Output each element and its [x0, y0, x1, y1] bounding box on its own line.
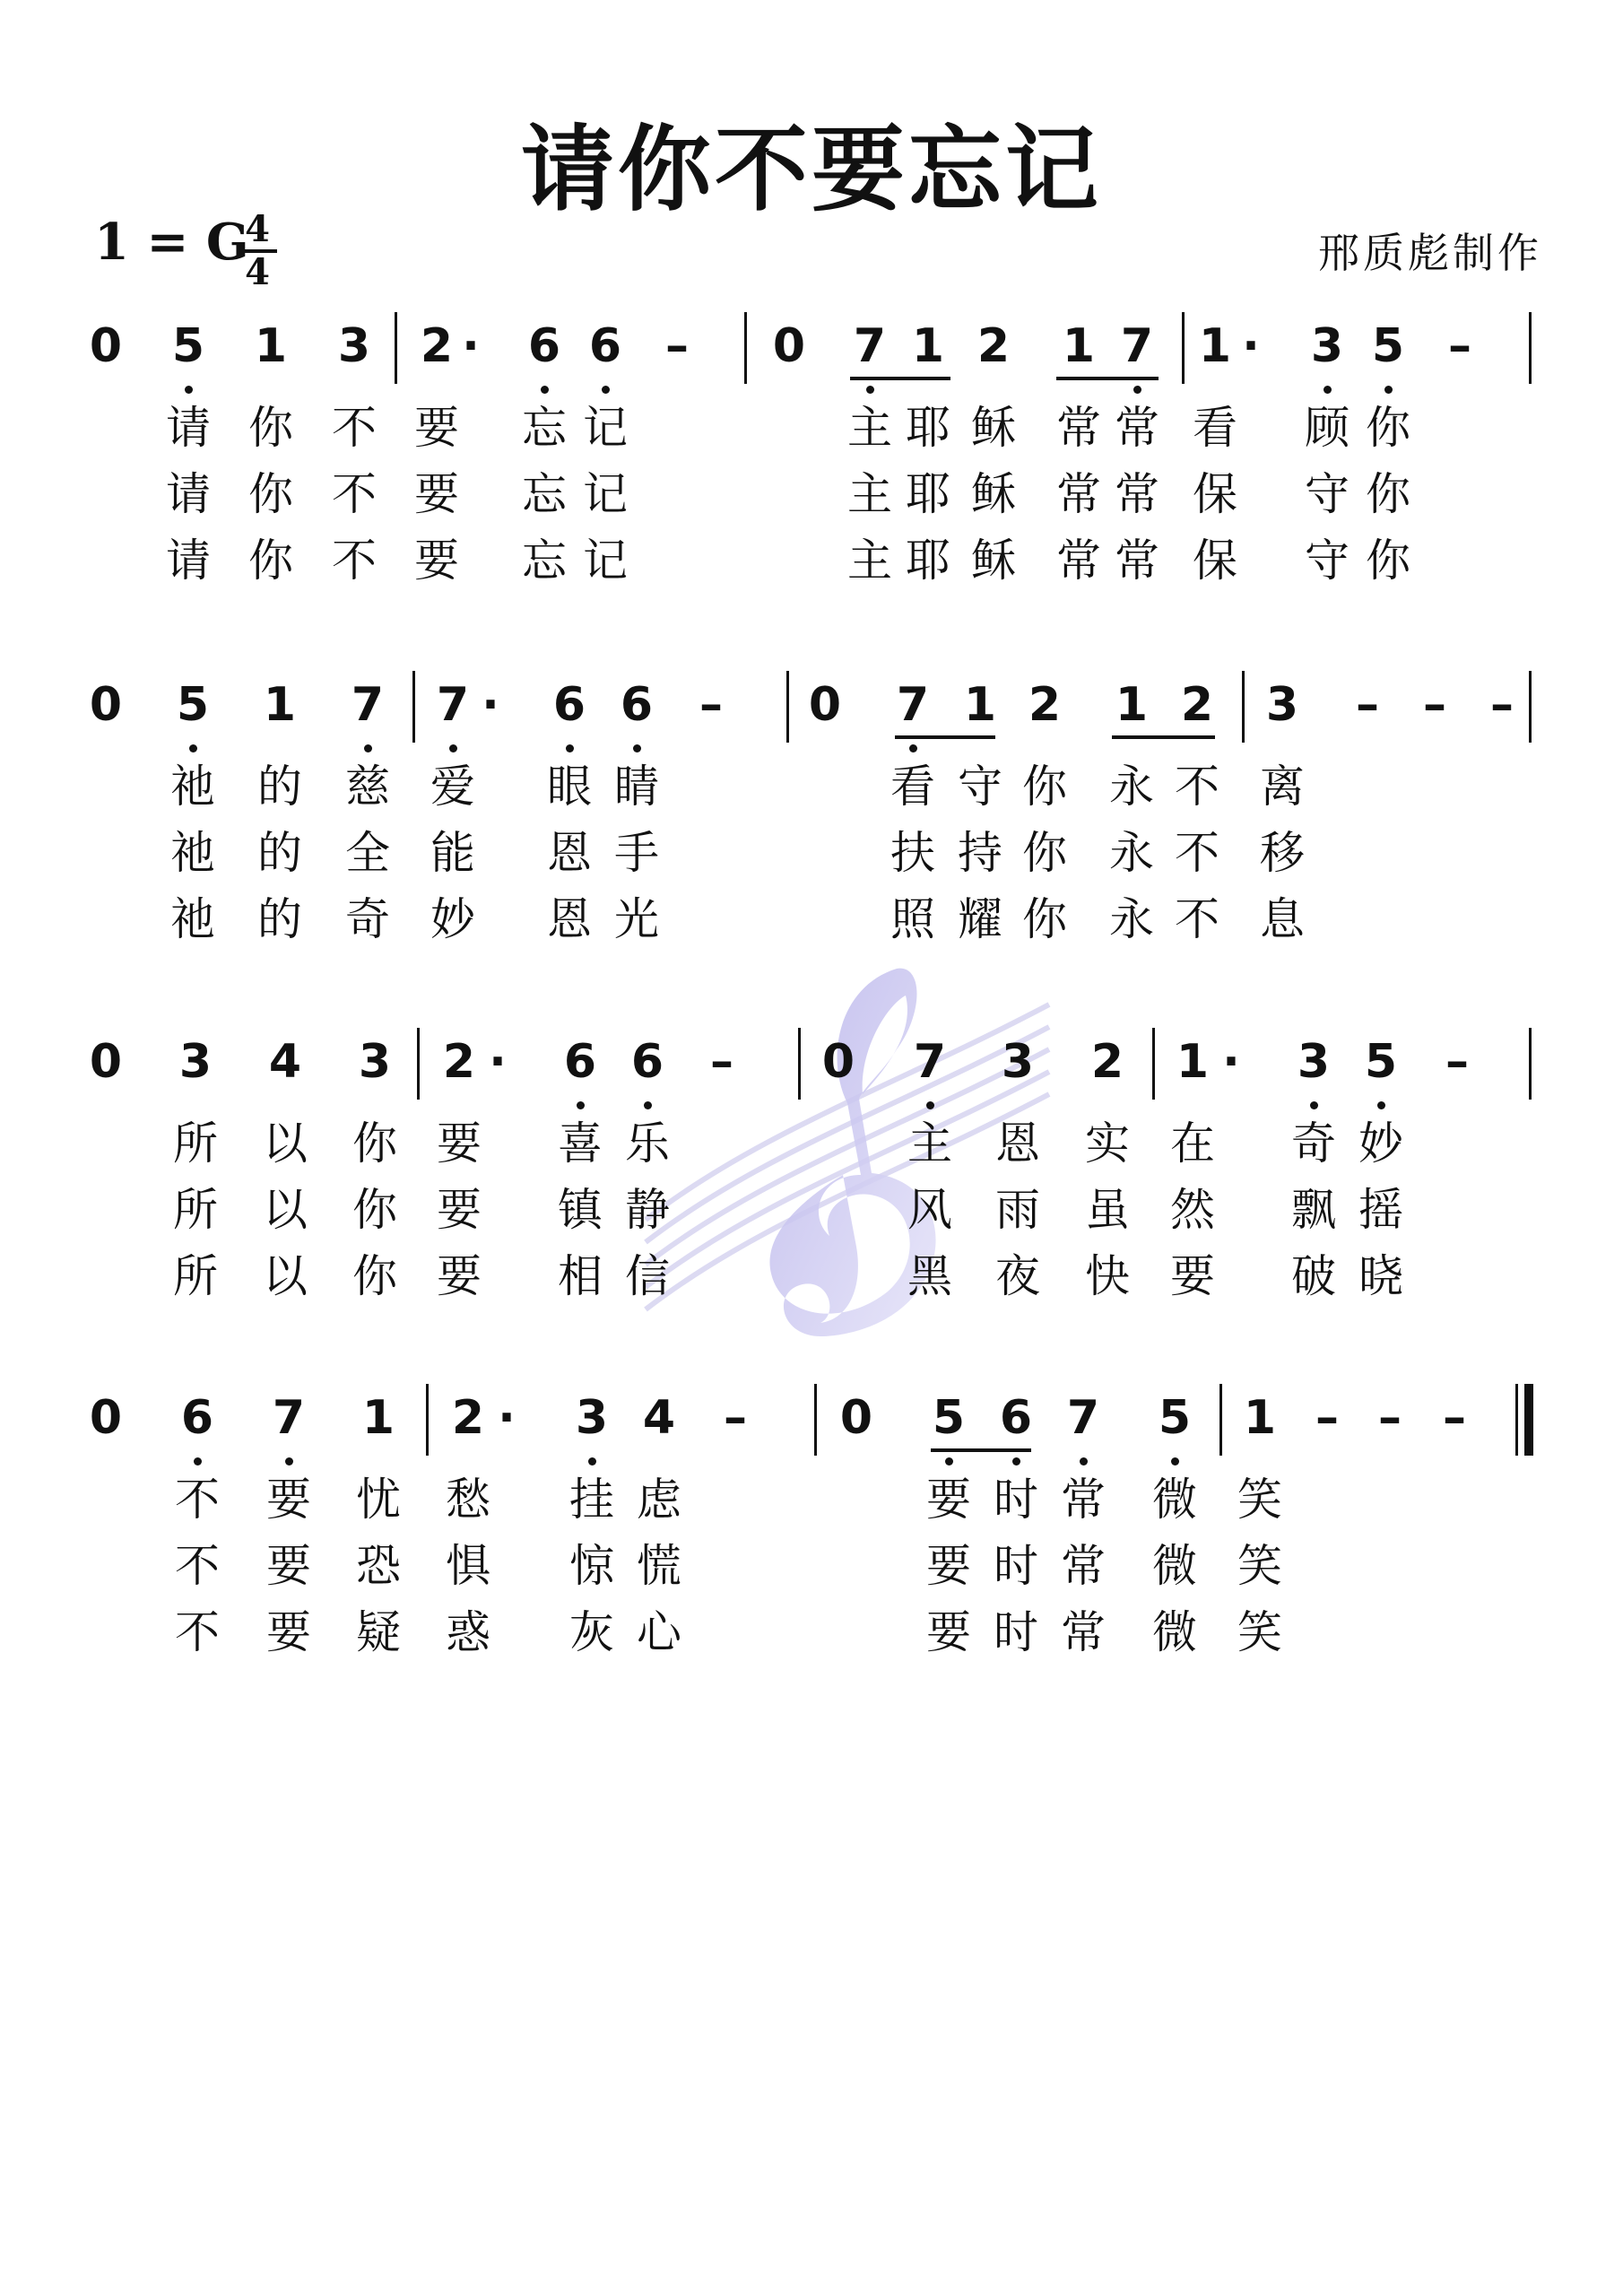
- lyric-char: 微: [1152, 1540, 1197, 1592]
- lyric-char: 不: [1175, 761, 1219, 813]
- beam-underline: [931, 1448, 1031, 1452]
- lyric-char: 镇: [558, 1184, 603, 1236]
- lyric-char: 常: [1061, 1474, 1106, 1526]
- lyric-char: 睛: [614, 761, 659, 813]
- lyric-char: 常: [1056, 535, 1101, 587]
- lyric-char: 耶: [906, 535, 950, 587]
- lyric-char: 挂: [569, 1474, 614, 1526]
- note: 5: [1364, 1035, 1398, 1089]
- note: 7: [1066, 1391, 1100, 1445]
- lyric-char: 要: [414, 535, 459, 587]
- note: 1: [361, 1391, 395, 1445]
- lyric-char: 喜: [558, 1118, 603, 1170]
- treble-clef-icon: [628, 951, 1058, 1363]
- note: 7: [896, 678, 930, 732]
- low-octave-dot: [449, 744, 457, 752]
- low-octave-dot: [945, 1457, 953, 1465]
- lyric-char: 记: [583, 402, 628, 454]
- lyric-char: 不: [1175, 893, 1219, 945]
- lyric-char: 要: [437, 1184, 482, 1236]
- low-octave-dot: [189, 744, 197, 752]
- lyric-char: 要: [1170, 1250, 1215, 1302]
- lyric-char: 你: [1366, 402, 1410, 454]
- low-octave-dot: [1012, 1457, 1020, 1465]
- note: 7: [913, 1035, 947, 1089]
- low-octave-dot: [577, 1101, 585, 1109]
- lyric-char: 的: [257, 893, 302, 945]
- note: 5: [932, 1391, 966, 1445]
- note: –: [1443, 1391, 1466, 1445]
- lyric-char: 你: [352, 1118, 397, 1170]
- lyric-char: 笑: [1237, 1540, 1282, 1592]
- note: 3: [358, 1035, 392, 1089]
- note: –: [724, 1391, 747, 1445]
- low-octave-dot: [185, 386, 193, 394]
- low-octave-dot: [602, 386, 610, 394]
- beam-underline: [850, 377, 950, 380]
- lyric-char: 稣: [971, 468, 1016, 520]
- low-octave-dot: [1080, 1457, 1088, 1465]
- barline: [786, 671, 789, 743]
- lyric-char: 你: [1022, 761, 1067, 813]
- note: –: [1315, 1391, 1339, 1445]
- beam-underline: [895, 735, 995, 739]
- lyric-char: 移: [1260, 827, 1305, 879]
- lyric-char: 要: [266, 1474, 311, 1526]
- lyric-char: 所: [173, 1184, 218, 1236]
- lyric-char: 保: [1193, 535, 1237, 587]
- lyric-char: 惑: [446, 1606, 490, 1658]
- low-octave-dot: [285, 1457, 293, 1465]
- note: 3: [1001, 1035, 1035, 1089]
- barline: [426, 1384, 429, 1456]
- lyric-char: 请: [166, 535, 211, 587]
- lyric-char: 风: [907, 1184, 952, 1236]
- lyric-char: 祂: [170, 827, 215, 879]
- lyric-char: 所: [173, 1118, 218, 1170]
- lyric-char: 守: [958, 761, 1002, 813]
- lyric-char: 时: [994, 1474, 1038, 1526]
- low-octave-dot: [1384, 386, 1393, 394]
- lyric-char: 常: [1115, 535, 1159, 587]
- lyric-char: 恩: [995, 1118, 1040, 1170]
- note: 7: [272, 1391, 306, 1445]
- lyric-char: 要: [266, 1540, 311, 1592]
- lyric-char: 不: [1175, 827, 1219, 879]
- note: –: [1423, 678, 1446, 732]
- lyric-char: 要: [926, 1474, 971, 1526]
- low-octave-dot: [1310, 1101, 1318, 1109]
- lyric-char: 破: [1291, 1250, 1336, 1302]
- low-octave-dot: [1133, 386, 1141, 394]
- low-octave-dot: [194, 1457, 202, 1465]
- lyric-char: 时: [994, 1540, 1038, 1592]
- note: 0: [89, 319, 123, 373]
- note: 1: [254, 319, 288, 373]
- barline: [395, 312, 397, 384]
- lyric-char: 离: [1260, 761, 1305, 813]
- barline: [814, 1384, 817, 1456]
- lyric-char: 要: [926, 1540, 971, 1592]
- note: 1: [1115, 678, 1149, 732]
- note: –: [710, 1035, 733, 1089]
- note: 3: [1297, 1035, 1331, 1089]
- lyric-char: 以: [263, 1250, 308, 1302]
- note: 1: [1062, 319, 1096, 373]
- lyric-char: 记: [583, 468, 628, 520]
- lyric-char: 你: [352, 1250, 397, 1302]
- lyric-char: 常: [1115, 402, 1159, 454]
- lyric-char: 晓: [1358, 1250, 1403, 1302]
- lyric-char: 惧: [446, 1540, 490, 1592]
- lyric-char: 妙: [1358, 1118, 1403, 1170]
- low-octave-dot: [633, 744, 641, 752]
- note: 2: [1180, 678, 1214, 732]
- lyric-char: 乐: [625, 1118, 670, 1170]
- lyric-char: 照: [890, 893, 935, 945]
- note: ·: [1222, 1035, 1240, 1089]
- lyric-char: 忘: [522, 402, 567, 454]
- note: 4: [642, 1391, 676, 1445]
- note: 7: [853, 319, 887, 373]
- barline: [1182, 312, 1185, 384]
- note: 3: [1265, 678, 1299, 732]
- lyric-char: 忘: [522, 535, 567, 587]
- lyric-char: 光: [614, 893, 659, 945]
- low-octave-dot: [926, 1101, 934, 1109]
- lyric-char: 相: [558, 1250, 603, 1302]
- note: 2: [976, 319, 1011, 373]
- lyric-char: 稣: [971, 535, 1016, 587]
- lyric-char: 永: [1109, 827, 1154, 879]
- lyric-char: 永: [1109, 761, 1154, 813]
- lyric-char: 守: [1305, 468, 1350, 520]
- note: 6: [180, 1391, 214, 1445]
- lyric-char: 以: [263, 1118, 308, 1170]
- note: 2: [451, 1391, 485, 1445]
- lyric-char: 常: [1056, 402, 1101, 454]
- barline: [417, 1028, 420, 1100]
- barline: [744, 312, 747, 384]
- low-octave-dot: [909, 744, 917, 752]
- note: 6: [527, 319, 561, 373]
- lyric-char: 耀: [958, 893, 1002, 945]
- barline: [1529, 1028, 1532, 1100]
- lyric-char: 你: [1022, 827, 1067, 879]
- note: 3: [337, 319, 371, 373]
- low-octave-dot: [644, 1101, 652, 1109]
- lyric-char: 快: [1085, 1250, 1130, 1302]
- note: 6: [630, 1035, 664, 1089]
- lyric-char: 慌: [637, 1540, 681, 1592]
- lyric-char: 守: [1305, 535, 1350, 587]
- lyric-char: 耶: [906, 468, 950, 520]
- note: 6: [563, 1035, 597, 1089]
- note: 7: [436, 678, 470, 732]
- lyric-char: 顾: [1305, 402, 1350, 454]
- note: 4: [268, 1035, 302, 1089]
- lyric-char: 的: [257, 827, 302, 879]
- note: 1: [1243, 1391, 1277, 1445]
- lyric-char: 忘: [522, 468, 567, 520]
- low-octave-dot: [866, 386, 874, 394]
- note: 3: [1310, 319, 1344, 373]
- lyric-char: 惊: [569, 1540, 614, 1592]
- lyric-char: 息: [1260, 893, 1305, 945]
- lyric-char: 常: [1115, 468, 1159, 520]
- lyric-char: 看: [1193, 402, 1237, 454]
- lyric-char: 夜: [995, 1250, 1040, 1302]
- lyric-char: 微: [1152, 1474, 1197, 1526]
- lyric-char: 保: [1193, 468, 1237, 520]
- lyric-char: 奇: [1291, 1118, 1336, 1170]
- lyric-char: 恩: [547, 827, 592, 879]
- lyric-char: 主: [907, 1118, 952, 1170]
- lyric-char: 在: [1170, 1118, 1215, 1170]
- lyric-char: 笑: [1237, 1606, 1282, 1658]
- note: 5: [1158, 1391, 1192, 1445]
- lyric-char: 你: [1366, 468, 1410, 520]
- note: 0: [89, 1391, 123, 1445]
- barline: [1529, 671, 1532, 743]
- lyric-char: 摇: [1358, 1184, 1403, 1236]
- lyric-char: 你: [352, 1184, 397, 1236]
- lyric-char: 扶: [890, 827, 935, 879]
- lyric-char: 你: [248, 402, 293, 454]
- lyric-char: 请: [166, 468, 211, 520]
- low-octave-dot: [1377, 1101, 1385, 1109]
- low-octave-dot: [1171, 1457, 1179, 1465]
- lyric-char: 要: [414, 468, 459, 520]
- song-title: 请你不要忘记: [520, 114, 1102, 224]
- lyric-char: 常: [1061, 1606, 1106, 1658]
- lyric-char: 祂: [170, 893, 215, 945]
- note: –: [1445, 1035, 1469, 1089]
- low-octave-dot: [364, 744, 372, 752]
- lyric-char: 以: [263, 1184, 308, 1236]
- note: 0: [89, 1035, 123, 1089]
- note: 0: [839, 1391, 873, 1445]
- note: 2: [442, 1035, 476, 1089]
- note: 0: [772, 319, 806, 373]
- barline: [1242, 671, 1245, 743]
- lyric-char: 不: [175, 1606, 220, 1658]
- lyric-char: 祂: [170, 761, 215, 813]
- author-credit: 邢质彪制作: [1318, 229, 1542, 277]
- time-signature-numerator: 4: [238, 212, 277, 253]
- lyric-char: 主: [847, 535, 892, 587]
- lyric-char: 然: [1170, 1184, 1215, 1236]
- note: 1: [911, 319, 945, 373]
- lyric-char: 实: [1085, 1118, 1130, 1170]
- note: –: [1356, 678, 1379, 732]
- note: –: [1378, 1391, 1402, 1445]
- low-octave-dot: [541, 386, 549, 394]
- lyric-char: 你: [248, 535, 293, 587]
- lyric-char: 持: [958, 827, 1002, 879]
- low-octave-dot: [588, 1457, 596, 1465]
- note: –: [699, 678, 723, 732]
- key-signature: 1 = G: [94, 213, 249, 272]
- barline: [412, 671, 415, 743]
- lyric-char: 不: [175, 1540, 220, 1592]
- lyric-char: 慈: [345, 761, 390, 813]
- barline: [1529, 312, 1532, 384]
- final-barline-thick: [1524, 1384, 1533, 1456]
- lyric-char: 永: [1109, 893, 1154, 945]
- lyric-char: 主: [847, 402, 892, 454]
- note: ·: [1242, 319, 1260, 373]
- note: 7: [351, 678, 385, 732]
- lyric-char: 妙: [430, 893, 475, 945]
- note: ·: [489, 1035, 507, 1089]
- lyric-char: 常: [1061, 1540, 1106, 1592]
- lyric-char: 你: [1366, 535, 1410, 587]
- lyric-char: 所: [173, 1250, 218, 1302]
- lyric-char: 虑: [637, 1474, 681, 1526]
- lyric-char: 微: [1152, 1606, 1197, 1658]
- note: 0: [821, 1035, 855, 1089]
- lyric-char: 愁: [446, 1474, 490, 1526]
- lyric-char: 恩: [547, 893, 592, 945]
- barline: [1219, 1384, 1222, 1456]
- note: 6: [552, 678, 586, 732]
- lyric-char: 爱: [430, 761, 475, 813]
- lyric-char: 疑: [356, 1606, 401, 1658]
- note: 1: [963, 678, 997, 732]
- lyric-char: 要: [266, 1606, 311, 1658]
- lyric-char: 要: [437, 1118, 482, 1170]
- lyric-char: 请: [166, 402, 211, 454]
- note: –: [665, 319, 689, 373]
- note: 5: [1371, 319, 1405, 373]
- lyric-char: 要: [414, 402, 459, 454]
- note: ·: [482, 678, 499, 732]
- lyric-char: 眼: [547, 761, 592, 813]
- lyric-char: 黑: [907, 1250, 952, 1302]
- note: ·: [498, 1391, 516, 1445]
- note: 3: [178, 1035, 213, 1089]
- lyric-char: 要: [437, 1250, 482, 1302]
- lyric-char: 主: [847, 468, 892, 520]
- note: 6: [620, 678, 654, 732]
- beam-underline: [1112, 735, 1215, 739]
- note: 3: [575, 1391, 609, 1445]
- note: 1: [1176, 1035, 1210, 1089]
- note: –: [1490, 678, 1514, 732]
- lyric-char: 你: [248, 468, 293, 520]
- lyric-char: 不: [332, 402, 377, 454]
- note: 6: [588, 319, 622, 373]
- lyric-char: 不: [332, 468, 377, 520]
- note: 2: [420, 319, 454, 373]
- lyric-char: 静: [625, 1184, 670, 1236]
- note: 7: [1120, 319, 1154, 373]
- lyric-char: 稣: [971, 402, 1016, 454]
- lyric-char: 手: [614, 827, 659, 879]
- lyric-char: 心: [637, 1606, 681, 1658]
- note: 0: [89, 678, 123, 732]
- time-signature-denominator: 4: [245, 251, 270, 293]
- lyric-char: 灰: [569, 1606, 614, 1658]
- lyric-char: 不: [175, 1474, 220, 1526]
- lyric-char: 记: [583, 535, 628, 587]
- barline: [1152, 1028, 1155, 1100]
- note: –: [1448, 319, 1471, 373]
- low-octave-dot: [1324, 386, 1332, 394]
- note: 5: [176, 678, 210, 732]
- note: 6: [999, 1391, 1033, 1445]
- lyric-char: 恐: [356, 1540, 401, 1592]
- low-octave-dot: [566, 744, 574, 752]
- lyric-char: 时: [994, 1606, 1038, 1658]
- lyric-char: 奇: [345, 893, 390, 945]
- note: 1: [263, 678, 297, 732]
- lyric-char: 虽: [1085, 1184, 1130, 1236]
- lyric-char: 全: [345, 827, 390, 879]
- note: 2: [1090, 1035, 1124, 1089]
- lyric-char: 不: [332, 535, 377, 587]
- lyric-char: 信: [625, 1250, 670, 1302]
- note: 5: [171, 319, 205, 373]
- lyric-char: 飘: [1291, 1184, 1336, 1236]
- lyric-char: 你: [1022, 893, 1067, 945]
- lyric-char: 能: [430, 827, 475, 879]
- lyric-char: 笑: [1237, 1474, 1282, 1526]
- lyric-char: 忧: [356, 1474, 401, 1526]
- beam-underline: [1056, 377, 1159, 380]
- lyric-char: 常: [1056, 468, 1101, 520]
- barline: [798, 1028, 801, 1100]
- lyric-char: 雨: [995, 1184, 1040, 1236]
- lyric-char: 的: [257, 761, 302, 813]
- note: 1: [1198, 319, 1232, 373]
- lyric-char: 耶: [906, 402, 950, 454]
- time-signature: [238, 208, 277, 293]
- lyric-char: 看: [890, 761, 935, 813]
- note: 2: [1028, 678, 1062, 732]
- lyric-char: 要: [926, 1606, 971, 1658]
- note: 0: [808, 678, 842, 732]
- note: ·: [462, 319, 480, 373]
- final-barline-thin: [1515, 1384, 1518, 1456]
